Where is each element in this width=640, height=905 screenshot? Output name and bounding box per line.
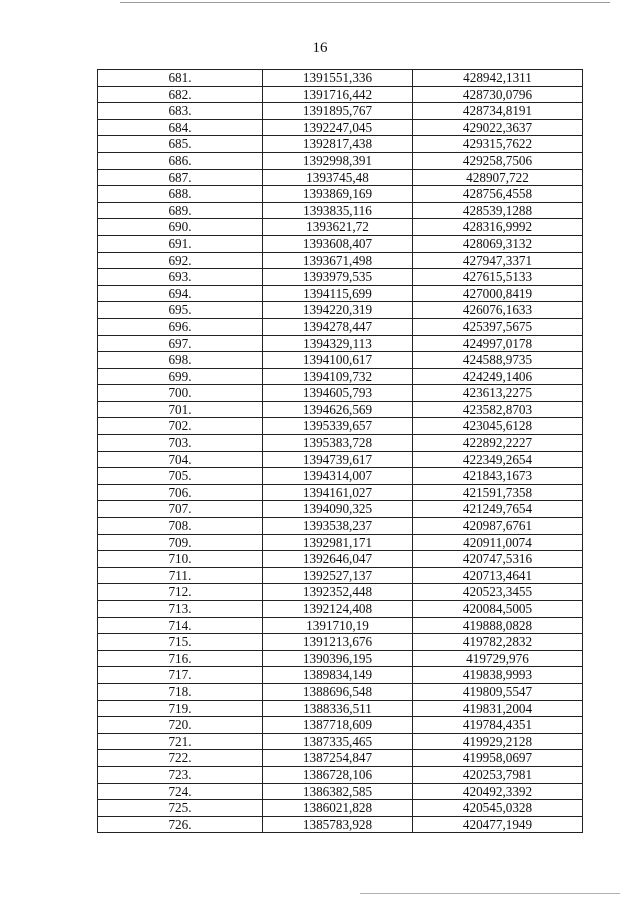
x-coordinate-cell: 1392998,391 xyxy=(263,152,413,169)
table-row xyxy=(98,252,583,269)
x-coordinate-cell: 1391895,767 xyxy=(263,103,413,120)
x-coordinate-cell: 1392527,137 xyxy=(263,567,413,584)
x-coordinate-cell: 1392981,171 xyxy=(263,534,413,551)
y-coordinate-cell: 419888,0828 xyxy=(413,617,583,634)
x-coordinate-cell: 1391710,19 xyxy=(263,617,413,634)
y-coordinate-cell: 419838,9993 xyxy=(413,667,583,684)
y-coordinate-cell: 428734,8191 xyxy=(413,103,583,120)
table-row xyxy=(98,70,583,87)
point-number-cell: 709. xyxy=(98,534,263,551)
x-coordinate-cell: 1394100,617 xyxy=(263,352,413,369)
x-coordinate-cell: 1394605,793 xyxy=(263,385,413,402)
x-coordinate-cell: 1392247,045 xyxy=(263,119,413,136)
bottom-scan-rule xyxy=(360,893,620,894)
y-coordinate-cell: 420747,5316 xyxy=(413,551,583,568)
y-coordinate-cell: 423613,2275 xyxy=(413,385,583,402)
x-coordinate-cell: 1392352,448 xyxy=(263,584,413,601)
x-coordinate-cell: 1393608,407 xyxy=(263,235,413,252)
y-coordinate-cell: 421843,1673 xyxy=(413,468,583,485)
table-row xyxy=(98,683,583,700)
y-coordinate-cell: 428907,722 xyxy=(413,169,583,186)
point-number-cell: 707. xyxy=(98,501,263,518)
x-coordinate-cell: 1392817,438 xyxy=(263,136,413,153)
point-number-cell: 684. xyxy=(98,119,263,136)
table-row xyxy=(98,86,583,103)
y-coordinate-cell: 424588,9735 xyxy=(413,352,583,369)
point-number-cell: 704. xyxy=(98,451,263,468)
point-number-cell: 720. xyxy=(98,717,263,734)
point-number-cell: 718. xyxy=(98,683,263,700)
x-coordinate-cell: 1393869,169 xyxy=(263,186,413,203)
table-row xyxy=(98,401,583,418)
table-row xyxy=(98,634,583,651)
point-number-cell: 706. xyxy=(98,484,263,501)
x-coordinate-cell: 1387335,465 xyxy=(263,733,413,750)
y-coordinate-cell: 428316,9992 xyxy=(413,219,583,236)
x-coordinate-cell: 1386728,106 xyxy=(263,766,413,783)
table-row xyxy=(98,152,583,169)
point-number-cell: 703. xyxy=(98,435,263,452)
point-number-cell: 685. xyxy=(98,136,263,153)
x-coordinate-cell: 1393745,48 xyxy=(263,169,413,186)
point-number-cell: 689. xyxy=(98,202,263,219)
point-number-cell: 699. xyxy=(98,368,263,385)
table-row xyxy=(98,435,583,452)
table-row xyxy=(98,717,583,734)
x-coordinate-cell: 1386382,585 xyxy=(263,783,413,800)
y-coordinate-cell: 420911,0074 xyxy=(413,534,583,551)
y-coordinate-cell: 420492,3392 xyxy=(413,783,583,800)
table-row xyxy=(98,501,583,518)
y-coordinate-cell: 428942,1311 xyxy=(413,70,583,87)
table-row xyxy=(98,169,583,186)
y-coordinate-cell: 420545,0328 xyxy=(413,800,583,817)
x-coordinate-cell: 1387718,609 xyxy=(263,717,413,734)
point-number-cell: 692. xyxy=(98,252,263,269)
x-coordinate-cell: 1386021,828 xyxy=(263,800,413,817)
x-coordinate-cell: 1387254,847 xyxy=(263,750,413,767)
point-number-cell: 721. xyxy=(98,733,263,750)
point-number-cell: 726. xyxy=(98,816,263,833)
x-coordinate-cell: 1390396,195 xyxy=(263,650,413,667)
point-number-cell: 705. xyxy=(98,468,263,485)
x-coordinate-cell: 1393835,116 xyxy=(263,202,413,219)
point-number-cell: 694. xyxy=(98,285,263,302)
point-number-cell: 682. xyxy=(98,86,263,103)
table-row xyxy=(98,484,583,501)
y-coordinate-cell: 419784,4351 xyxy=(413,717,583,734)
y-coordinate-cell: 426076,1633 xyxy=(413,302,583,319)
coordinates-table xyxy=(97,69,583,833)
table-row xyxy=(98,534,583,551)
table-row xyxy=(98,352,583,369)
table-row xyxy=(98,318,583,335)
y-coordinate-cell: 420523,3455 xyxy=(413,584,583,601)
table-row xyxy=(98,235,583,252)
y-coordinate-cell: 427000,8419 xyxy=(413,285,583,302)
table-row xyxy=(98,285,583,302)
y-coordinate-cell: 419929,2128 xyxy=(413,733,583,750)
table-row xyxy=(98,650,583,667)
point-number-cell: 696. xyxy=(98,318,263,335)
y-coordinate-cell: 419831,2004 xyxy=(413,700,583,717)
table-row xyxy=(98,750,583,767)
x-coordinate-cell: 1394161,027 xyxy=(263,484,413,501)
y-coordinate-cell: 429022,3637 xyxy=(413,119,583,136)
x-coordinate-cell: 1394090,325 xyxy=(263,501,413,518)
point-number-cell: 715. xyxy=(98,634,263,651)
point-number-cell: 700. xyxy=(98,385,263,402)
table-row xyxy=(98,816,583,833)
table-row xyxy=(98,186,583,203)
x-coordinate-cell: 1394109,732 xyxy=(263,368,413,385)
x-coordinate-cell: 1391213,676 xyxy=(263,634,413,651)
y-coordinate-cell: 423582,8703 xyxy=(413,401,583,418)
y-coordinate-cell: 427947,3371 xyxy=(413,252,583,269)
y-coordinate-cell: 422349,2654 xyxy=(413,451,583,468)
point-number-cell: 716. xyxy=(98,650,263,667)
x-coordinate-cell: 1388336,511 xyxy=(263,700,413,717)
table-row xyxy=(98,136,583,153)
table-row xyxy=(98,202,583,219)
point-number-cell: 713. xyxy=(98,601,263,618)
x-coordinate-cell: 1393671,498 xyxy=(263,252,413,269)
point-number-cell: 710. xyxy=(98,551,263,568)
point-number-cell: 686. xyxy=(98,152,263,169)
y-coordinate-cell: 427615,5133 xyxy=(413,269,583,286)
point-number-cell: 701. xyxy=(98,401,263,418)
x-coordinate-cell: 1392646,047 xyxy=(263,551,413,568)
point-number-cell: 725. xyxy=(98,800,263,817)
point-number-cell: 687. xyxy=(98,169,263,186)
y-coordinate-cell: 419958,0697 xyxy=(413,750,583,767)
x-coordinate-cell: 1395383,728 xyxy=(263,435,413,452)
table-row xyxy=(98,700,583,717)
y-coordinate-cell: 420987,6761 xyxy=(413,518,583,535)
y-coordinate-cell: 420713,4641 xyxy=(413,567,583,584)
table-row xyxy=(98,103,583,120)
y-coordinate-cell: 429315,7622 xyxy=(413,136,583,153)
point-number-cell: 723. xyxy=(98,766,263,783)
point-number-cell: 697. xyxy=(98,335,263,352)
x-coordinate-cell: 1391716,442 xyxy=(263,86,413,103)
x-coordinate-cell: 1394329,113 xyxy=(263,335,413,352)
point-number-cell: 708. xyxy=(98,518,263,535)
table-row xyxy=(98,783,583,800)
y-coordinate-cell: 428730,0796 xyxy=(413,86,583,103)
table-row xyxy=(98,451,583,468)
table-row xyxy=(98,667,583,684)
table-row xyxy=(98,368,583,385)
point-number-cell: 702. xyxy=(98,418,263,435)
x-coordinate-cell: 1394739,617 xyxy=(263,451,413,468)
table-row xyxy=(98,766,583,783)
y-coordinate-cell: 422892,2227 xyxy=(413,435,583,452)
y-coordinate-cell: 423045,6128 xyxy=(413,418,583,435)
point-number-cell: 719. xyxy=(98,700,263,717)
y-coordinate-cell: 429258,7506 xyxy=(413,152,583,169)
point-number-cell: 683. xyxy=(98,103,263,120)
table-row xyxy=(98,468,583,485)
y-coordinate-cell: 428069,3132 xyxy=(413,235,583,252)
point-number-cell: 681. xyxy=(98,70,263,87)
table-row xyxy=(98,733,583,750)
x-coordinate-cell: 1393538,237 xyxy=(263,518,413,535)
y-coordinate-cell: 419782,2832 xyxy=(413,634,583,651)
x-coordinate-cell: 1391551,336 xyxy=(263,70,413,87)
coordinates-table-body xyxy=(98,70,583,833)
point-number-cell: 688. xyxy=(98,186,263,203)
table-row xyxy=(98,567,583,584)
x-coordinate-cell: 1393621,72 xyxy=(263,219,413,236)
y-coordinate-cell: 421591,7358 xyxy=(413,484,583,501)
x-coordinate-cell: 1389834,149 xyxy=(263,667,413,684)
table-row xyxy=(98,385,583,402)
y-coordinate-cell: 425397,5675 xyxy=(413,318,583,335)
y-coordinate-cell: 424249,1406 xyxy=(413,368,583,385)
table-row xyxy=(98,302,583,319)
x-coordinate-cell: 1394220,319 xyxy=(263,302,413,319)
y-coordinate-cell: 428756,4558 xyxy=(413,186,583,203)
x-coordinate-cell: 1394314,007 xyxy=(263,468,413,485)
point-number-cell: 711. xyxy=(98,567,263,584)
table-row xyxy=(98,800,583,817)
point-number-cell: 698. xyxy=(98,352,263,369)
point-number-cell: 712. xyxy=(98,584,263,601)
table-row xyxy=(98,418,583,435)
table-row xyxy=(98,219,583,236)
y-coordinate-cell: 419729,976 xyxy=(413,650,583,667)
y-coordinate-cell: 428539,1288 xyxy=(413,202,583,219)
y-coordinate-cell: 420084,5005 xyxy=(413,601,583,618)
point-number-cell: 691. xyxy=(98,235,263,252)
top-scan-rule xyxy=(120,2,610,3)
point-number-cell: 717. xyxy=(98,667,263,684)
table-row xyxy=(98,584,583,601)
page-number: 16 xyxy=(312,40,328,56)
x-coordinate-cell: 1385783,928 xyxy=(263,816,413,833)
y-coordinate-cell: 420253,7981 xyxy=(413,766,583,783)
table-row xyxy=(98,601,583,618)
x-coordinate-cell: 1392124,408 xyxy=(263,601,413,618)
x-coordinate-cell: 1393979,535 xyxy=(263,269,413,286)
y-coordinate-cell: 419809,5547 xyxy=(413,683,583,700)
table-row xyxy=(98,518,583,535)
point-number-cell: 714. xyxy=(98,617,263,634)
point-number-cell: 690. xyxy=(98,219,263,236)
table-row xyxy=(98,335,583,352)
x-coordinate-cell: 1394278,447 xyxy=(263,318,413,335)
table-row xyxy=(98,119,583,136)
x-coordinate-cell: 1395339,657 xyxy=(263,418,413,435)
x-coordinate-cell: 1394115,699 xyxy=(263,285,413,302)
table-row xyxy=(98,617,583,634)
table-row xyxy=(98,551,583,568)
y-coordinate-cell: 420477,1949 xyxy=(413,816,583,833)
point-number-cell: 724. xyxy=(98,783,263,800)
y-coordinate-cell: 424997,0178 xyxy=(413,335,583,352)
point-number-cell: 722. xyxy=(98,750,263,767)
x-coordinate-cell: 1394626,569 xyxy=(263,401,413,418)
table-row xyxy=(98,269,583,286)
point-number-cell: 693. xyxy=(98,269,263,286)
y-coordinate-cell: 421249,7654 xyxy=(413,501,583,518)
point-number-cell: 695. xyxy=(98,302,263,319)
x-coordinate-cell: 1388696,548 xyxy=(263,683,413,700)
